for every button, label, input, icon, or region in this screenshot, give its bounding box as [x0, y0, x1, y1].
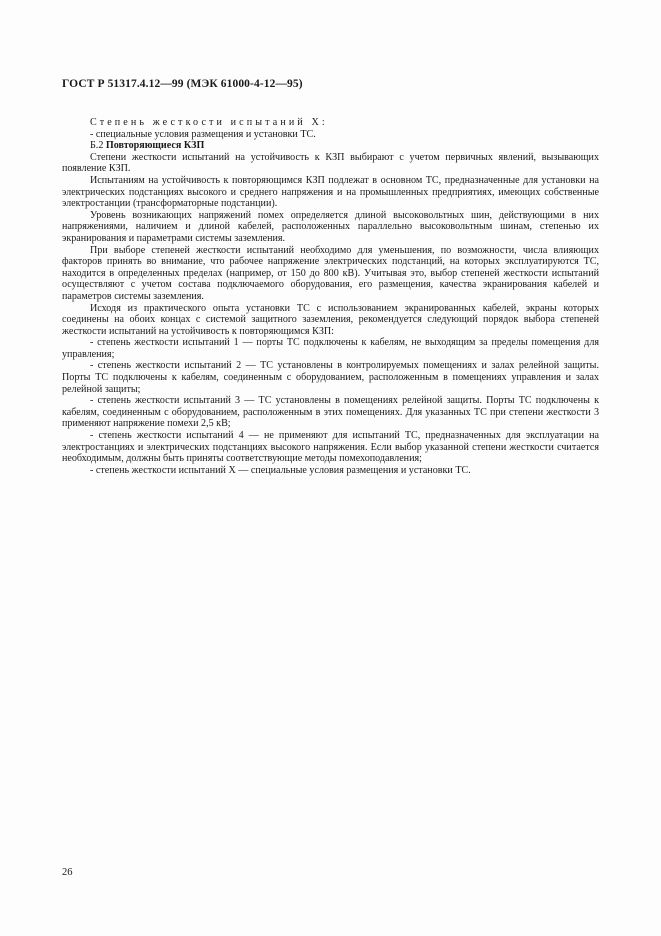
list-item: - степень жесткости испытаний 2 — ТС установлены в контролируемых помещениях и залах релейной защиты. Порты ТС подключены к кабелям, соединенным с оборудованием, расположенным в помещениях управления и залах релейной защиты;	[62, 360, 599, 395]
paragraph: При выборе степеней жесткости испытаний необходимо для уменьшения, по возможности, числа влияющих факторов принять во внимание, что рабочее напряжение электрических подстанций, на которых эксплуатируются ТС, находится в определенных пределах (например, от 150 до 800 кВ). Учитывая это, выбор степеней жесткости испытаний осуществляют с учетом состава подключаемого оборудования, его размещения, качества экранирования кабелей и параметров системы заземления.	[62, 244, 599, 302]
page-number: 26	[62, 867, 73, 878]
paragraph: Уровень возникающих напряжений помех определяется длиной высоковольтных шин, действующими в них напряжениями, наличием и длиной кабелей, расположенных параллельно высоковольтным шинам, степенью их экранирования и параметрами системы заземления.	[62, 209, 599, 244]
list-item: - степень жесткости испытаний X — специальные условия размещения и установки ТС.	[90, 464, 471, 476]
body-text	[62, 117, 599, 476]
paragraph: Исходя из практического опыта установки ТС с использованием экранированных кабелей, экраны которых соединены на обоих концах с системой защитного заземления, рекомендуется следующий порядок выбора степеней жесткости испытаний на устойчивость к повторяющимся КЗП:	[62, 302, 599, 337]
section-number: Б.2	[90, 140, 104, 152]
list-item: - степень жесткости испытаний 3 — ТС установлены в помещениях релейной защиты. Порты ТС подключены к кабелям, соединенным с оборудованием, расположенным в этих помещениях. Для указанных ТС при степени жесткости 3 применяют напряжение помехи 2,5 кВ;	[62, 395, 599, 430]
paragraph: - специальные условия размещения и установки ТС.	[90, 128, 316, 140]
paragraph: Степени жесткости испытаний на устойчивость к КЗП выбирают с учетом первичных явлений, вызывающих появление КЗП.	[62, 151, 599, 175]
paragraph: Испытаниям на устойчивость к повторяющимся КЗП подлежат в основном ТС, предназначенные для установки на электрических подстанциях высокого и среднего напряжения и на промышленных предприятиях, имеющих собственные электростанции (трансформаторные подстанции).	[62, 174, 599, 210]
list-item: - степень жесткости испытаний 4 — не применяют для испытаний ТС, предназначенных для эксплуатации на электростанциях и электрических подстанциях высокого напряжения. Если выбор указанной степени жесткости считается необходимым, должны быть приняты соответствующие методы помехоподавления;	[62, 430, 599, 465]
section-title: Повторяющиеся КЗП	[105, 140, 205, 152]
list-item: - степень жесткости испытаний 1 — порты ТС подключены к кабелям, не выходящим за пределы помещения для управления;	[62, 337, 599, 360]
standard-header: ГОСТ Р 51317.4.12—99 (МЭК 61000-4-12—95)	[62, 78, 303, 90]
paragraph: Степень жесткости испытаний X:	[90, 117, 328, 128]
section-heading	[62, 140, 599, 152]
